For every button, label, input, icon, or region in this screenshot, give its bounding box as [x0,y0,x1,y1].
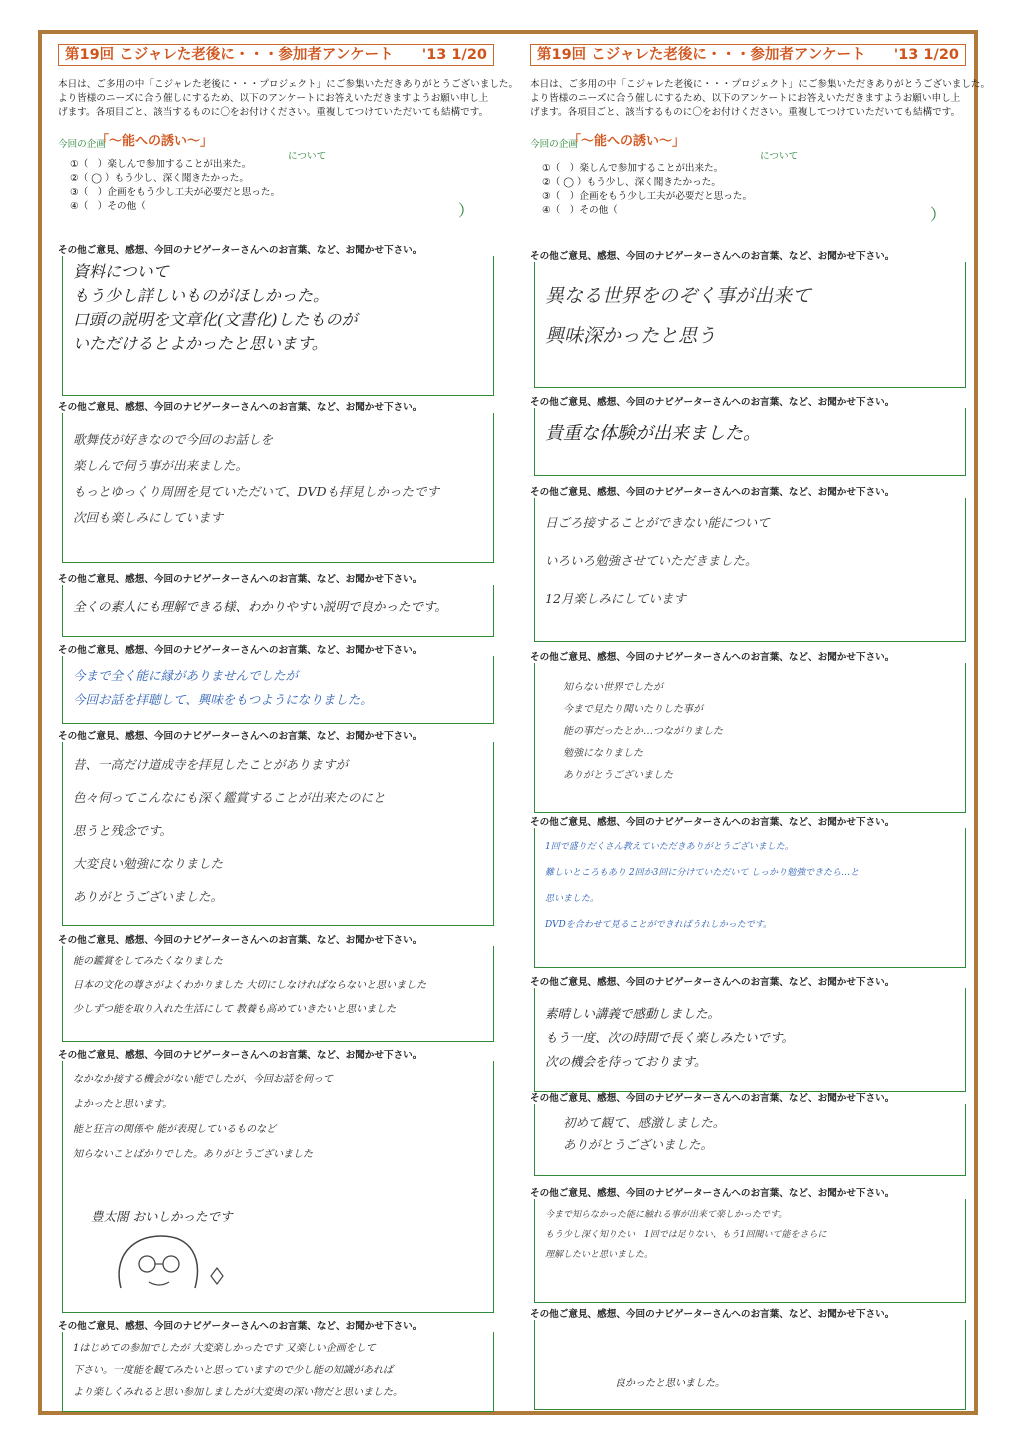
feedback-box [534,1199,966,1303]
feedback-block [58,1318,494,1412]
event-title: 「～能への誘い～」 [568,134,686,149]
feedback-text: 今まで知らなかった能に触れる事が出来て楽しかったです。 もう少し深く知りたい 1回では足りない、もう1回聞いて能をさらに 理解したいと思いました。 [545,1210,827,1260]
feedback-text: 良かったと思いました。 [615,1378,725,1389]
title-text: 第19回 こジャレた老後に・・・参加者アンケート [65,47,394,63]
intro-line: げます。各項目ごと、該当するものに〇をお付けください。重複してつけていただいても結構です。 [58,107,489,118]
feedback-block [530,974,966,1092]
event-title: 「～能への誘い～」 [96,134,214,149]
face-sketch-icon [91,1228,241,1298]
feedback-box [534,408,966,476]
feedback-block [58,728,494,926]
feedback-prompt: その他ご意見、感想、今回のナビゲーターさんへのお言葉、など、お聞かせ下さい。 [530,1188,895,1199]
option-4: ④（ ）その他（ [70,201,146,212]
sketch-drawing [91,1207,241,1302]
intro-line: より皆様のニーズに合う催しにするため、以下のアンケートにお答えいただきますようお願い申し上 [58,93,489,104]
feedback-text: 1はじめての参加でしたが 大変楽しかったです 又楽しい企画をして 下さい。一度能を観てみたいと思っていますので少し能の知識があれば より楽しくみれると思い参加しましたが大変奥の深い物だと思いました。 [73,1343,403,1398]
feedback-block [530,1306,966,1410]
feedback-prompt: その他ご意見、感想、今回のナビゲーターさんへのお言葉、など、お聞かせ下さい。 [530,487,895,498]
title-text: 第19回 こジャレた老後に・・・参加者アンケート [537,47,866,63]
feedback-block [530,649,966,813]
paren-close: ） [930,205,947,224]
survey-sheet-right [530,44,991,1414]
feedback-box [534,262,966,388]
feedback-text: 日ごろ接することができない能について いろいろ勉強させていただきました。 12月楽しみにしています [545,515,770,606]
option-2: ②（ ◯ ）もう少し、深く聞きたかった。 [542,177,721,188]
feedback-box [534,498,966,642]
feedback-box [534,828,966,968]
feedback-text: 資料について もう少し詳しいものがほしかった。 口頭の説明を文章化(文書化)したものが いただけるとよかったと思います。 [73,262,358,353]
event-label: 今回の企画 [58,139,106,150]
option-2: ②（ ◯ ）もう少し、深く聞きたかった。 [70,173,249,184]
sheet-title [530,44,966,66]
event-label: 今回の企画 [530,139,578,150]
feedback-text: 1回で盛りだくさん教えていただきありがとうございました。 難しいところもあり 2回か3回に分けていただいて しっかり勉強できたら…と 思いました。 DVDを合わせて見ることができればうれしかったです。 [545,842,860,930]
feedback-box [534,663,966,813]
feedback-box [62,1061,494,1313]
feedback-prompt: その他ご意見、感想、今回のナビゲーターさんへのお言葉、など、お聞かせ下さい。 [58,645,423,656]
feedback-prompt: その他ご意見、感想、今回のナビゲーターさんへのお言葉、など、お聞かせ下さい。 [58,731,423,742]
feedback-prompt: その他ご意見、感想、今回のナビゲーターさんへのお言葉、など、お聞かせ下さい。 [58,1321,423,1332]
event-section [58,130,494,220]
option-3: ③（ ）企画をもう少し工夫が必要だと思った。 [70,187,281,198]
feedback-box [62,585,494,637]
feedback-text: 昔、一高だけ道成寺を拝見したことがありますが 色々伺ってこんなにも深く鑑賞することが出来たのにと 思うと残念です。 大変良い勉強になりました ありがとうございました。 [73,757,386,904]
feedback-prompt: その他ご意見、感想、今回のナビゲーターさんへのお言葉、など、お聞かせ下さい。 [530,1093,895,1104]
intro-line: 本日は、ご多用の中「こジャレた老後に・・・プロジェクト」にご参集いただきありがとうございました。 [530,79,991,90]
feedback-box [534,988,966,1092]
feedback-text: 異なる世界をのぞく事が出来て 興味深かったと思う [545,285,812,347]
title-date: '13 1/20 [421,47,487,63]
feedback-text: 貴重な体験が出来ました。 [545,423,761,444]
feedback-block [58,571,494,637]
option-1: ①（ ）楽しんで参加することが出来た。 [542,163,724,174]
feedback-box [62,413,494,563]
feedback-prompt: その他ご意見、感想、今回のナビゲーターさんへのお言葉、など、お聞かせ下さい。 [58,402,423,413]
feedback-box [534,1320,966,1410]
feedback-text: 素晴しい講義で感動しました。 もう一度、次の時間で長く楽しみたいです。 次の機会を待っております。 [545,1006,795,1069]
survey-sheet-left [58,44,519,1414]
feedback-prompt: その他ご意見、感想、今回のナビゲーターさんへのお言葉、など、お聞かせ下さい。 [58,574,423,585]
sketch-caption: 豊太閤 おいしかったです [91,1209,233,1224]
event-section [530,130,966,222]
title-date: '13 1/20 [893,47,959,63]
feedback-block [530,814,966,968]
feedback-prompt: その他ご意見、感想、今回のナビゲーターさんへのお言葉、など、お聞かせ下さい。 [530,652,895,663]
option-1: ①（ ）楽しんで参加することが出来た。 [70,159,252,170]
feedback-block [58,932,494,1042]
feedback-block [58,1047,494,1313]
feedback-block [58,642,494,724]
feedback-block [530,394,966,476]
feedback-text: 初めて観て、感激しました。 ありがとうございました。 [563,1115,726,1152]
feedback-block [530,1185,966,1303]
feedback-text: 全くの素人にも理解できる様、わかりやすい説明で良かったです。 [73,599,448,614]
intro-line: げます。各項目ごと、該当するものに〇をお付けください。重複してつけていただいても結構です。 [530,107,961,118]
feedback-prompt: その他ご意見、感想、今回のナビゲーターさんへのお言葉、など、お聞かせ下さい。 [58,935,423,946]
feedback-box [534,1104,966,1176]
paren-close: ） [458,201,475,220]
feedback-prompt: その他ご意見、感想、今回のナビゲーターさんへのお言葉、など、お聞かせ下さい。 [58,1050,423,1061]
event-suffix: について [288,151,327,162]
feedback-block [530,1090,966,1176]
intro-text [530,78,991,120]
feedback-block [530,484,966,642]
intro-line: より皆様のニーズに合う催しにするため、以下のアンケートにお答えいただきますようお願い申し上 [530,93,961,104]
option-3: ③（ ）企画をもう少し工夫が必要だと思った。 [542,191,753,202]
feedback-prompt: その他ご意見、感想、今回のナビゲーターさんへのお言葉、など、お聞かせ下さい。 [530,397,895,408]
feedback-box [62,742,494,926]
feedback-prompt: その他ご意見、感想、今回のナビゲーターさんへのお言葉、など、お聞かせ下さい。 [530,251,895,262]
feedback-box [62,656,494,724]
feedback-prompt: その他ご意見、感想、今回のナビゲーターさんへのお言葉、など、お聞かせ下さい。 [530,817,895,828]
feedback-text: 今まで全く能に縁がありませんでしたが 今回お話を拝聴して、興味をもつようになりました。 [73,668,373,707]
feedback-block [58,242,494,396]
feedback-block [58,399,494,563]
event-suffix: について [760,151,799,162]
feedback-prompt: その他ご意見、感想、今回のナビゲーターさんへのお言葉、など、お聞かせ下さい。 [58,245,423,256]
feedback-box [62,1332,494,1412]
intro-line: 本日は、ご多用の中「こジャレた老後に・・・プロジェクト」にご参集いただきありがとうございました。 [58,79,519,90]
option-4: ④（ ）その他（ [542,205,618,216]
feedback-text: 歌舞伎が好きなので今回のお話しを 楽しんで伺う事が出来ました。 もっとゆっくり周囲を見ていただいて、DVDも拝見しかったです 次回も楽しみにしています [73,432,439,525]
feedback-text: 知らない世界でしたが 今まで見たり聞いたりした事が 能の事だったとか…つながりました 勉強になりました ありがとうございました [563,682,723,781]
feedback-text: なかなか接する機会がない能でしたが、今回お話を伺って よかったと思います。 能と狂言の関係や 能が表現しているものなど 知らないことばかりでした。ありがとうございました [73,1074,333,1160]
feedback-box [62,256,494,396]
feedback-text: 能の鑑賞をしてみたくなりました 日本の文化の尊さがよくわかりました 大切にしなければならないと思いました 少しずつ能を取り入れた生活にして 教養も高めていきたいと思いました [73,956,427,1015]
sheet-title [58,44,494,66]
intro-text [58,78,519,120]
feedback-box [62,946,494,1042]
feedback-prompt: その他ご意見、感想、今回のナビゲーターさんへのお言葉、など、お聞かせ下さい。 [530,977,895,988]
feedback-block [530,248,966,388]
feedback-prompt: その他ご意見、感想、今回のナビゲーターさんへのお言葉、など、お聞かせ下さい。 [530,1309,895,1320]
